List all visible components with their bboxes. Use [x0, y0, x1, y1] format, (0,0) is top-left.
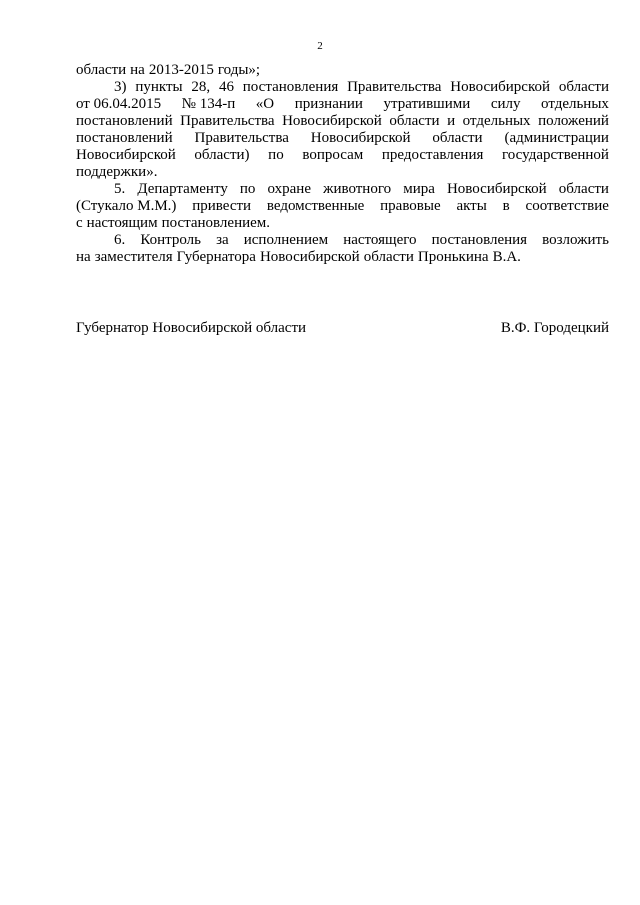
word: Новосибирской	[76, 147, 176, 163]
text-line	[76, 62, 609, 79]
word: Новосибирской	[450, 79, 551, 95]
word: и	[447, 113, 456, 129]
text-line	[76, 113, 609, 130]
word: Новосибирской	[259, 249, 360, 265]
word: Новосибирской	[446, 181, 547, 197]
word: предоставления	[381, 147, 484, 163]
word: отдельных	[462, 113, 531, 129]
word: поддержки».	[76, 164, 158, 180]
text-line	[76, 79, 609, 96]
word: области	[558, 79, 609, 95]
word: 3)	[114, 79, 127, 95]
word: Правительства	[194, 130, 289, 146]
word: области	[76, 62, 127, 78]
word: (Стукало М.М.)	[76, 198, 177, 214]
word: привести	[192, 198, 252, 214]
text-line	[76, 147, 609, 164]
word: Новосибирской	[310, 130, 411, 146]
word: заместителя	[94, 249, 173, 265]
word: мира	[403, 181, 435, 197]
word: на	[76, 249, 91, 265]
text-line	[76, 215, 609, 232]
text-line	[76, 232, 609, 249]
word: Пронькина	[417, 249, 489, 265]
word: «О	[255, 96, 275, 112]
paragraph	[76, 62, 609, 79]
word: утратившими	[383, 96, 471, 112]
word: постановлений	[76, 113, 173, 129]
text-line	[76, 96, 609, 113]
word: 2013-2015	[148, 62, 214, 78]
word: Правительства	[180, 113, 275, 129]
word: № 134-п	[181, 96, 236, 112]
word: в	[502, 198, 510, 214]
word: отдельных	[541, 96, 609, 112]
word: признании	[294, 96, 363, 112]
word: возложить	[542, 232, 609, 248]
word: 6.	[114, 232, 126, 248]
word: постановлением.	[161, 215, 271, 231]
word: за	[216, 232, 229, 248]
word: области	[389, 113, 440, 129]
word: вопросам	[302, 147, 364, 163]
word: акты	[456, 198, 487, 214]
word: на	[130, 62, 145, 78]
word: (администрации	[504, 130, 609, 146]
word: положений	[538, 113, 609, 129]
word: годы»;	[217, 62, 261, 78]
word: государственной	[502, 147, 609, 163]
text-line	[76, 249, 609, 266]
word: 5.	[114, 181, 126, 197]
word: Контроль	[140, 232, 201, 248]
word: пункты	[135, 79, 183, 95]
word: силу	[490, 96, 521, 112]
paragraph	[76, 79, 609, 181]
word: правовые	[380, 198, 441, 214]
word: с	[76, 215, 83, 231]
text-line	[76, 130, 609, 147]
text-line	[76, 181, 609, 198]
word: Департаменту	[137, 181, 228, 197]
word: 46	[218, 79, 234, 95]
word: охране	[267, 181, 311, 197]
word: животного	[323, 181, 392, 197]
word: настоящим	[86, 215, 158, 231]
text-line	[76, 164, 609, 181]
document-body	[76, 62, 609, 266]
word: настоящего	[343, 232, 417, 248]
signatory-name: В.Ф. Городецкий	[500, 320, 609, 336]
word: области	[558, 181, 609, 197]
word: области	[363, 249, 414, 265]
paragraph	[76, 181, 609, 232]
word: постановления	[431, 232, 528, 248]
word: по	[239, 181, 256, 197]
word: по	[268, 147, 284, 163]
signatory-position: Губернатор Новосибирской области	[76, 320, 307, 336]
word: постановлений	[76, 130, 173, 146]
word: В.А.	[492, 249, 521, 265]
signature-block	[76, 320, 609, 337]
page-number: 2	[317, 40, 323, 52]
paragraph	[76, 232, 609, 266]
word: от 06.04.2015	[76, 96, 162, 112]
word: Новосибирской	[282, 113, 382, 129]
word: постановления	[242, 79, 339, 95]
word: исполнением	[243, 232, 329, 248]
word: 28,	[191, 79, 211, 95]
word: области)	[194, 147, 250, 163]
word: области	[432, 130, 483, 146]
word: Губернатора	[176, 249, 256, 265]
word: соответствие	[525, 198, 609, 214]
text-line	[76, 198, 609, 215]
word: ведомственные	[266, 198, 365, 214]
word: Правительства	[347, 79, 442, 95]
